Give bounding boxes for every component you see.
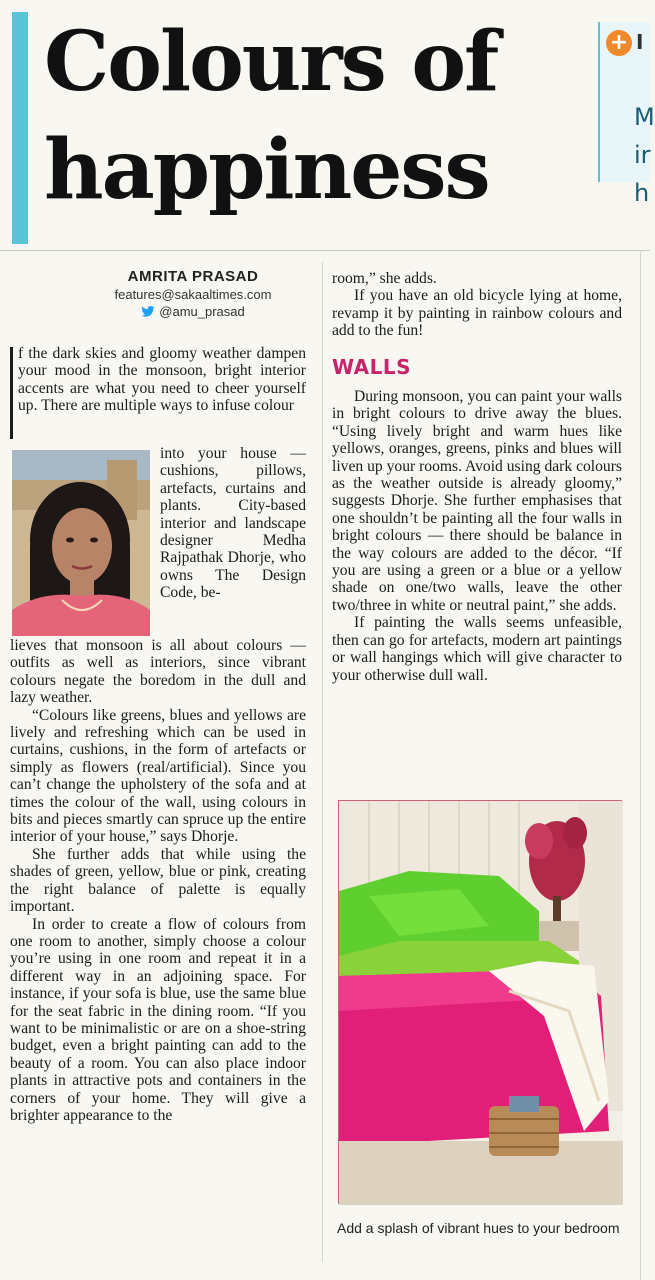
plus-icon: + (606, 30, 632, 56)
sidebar-teaser-box (598, 22, 655, 207)
portrait-image (12, 450, 150, 636)
body-paragraph: “Colours like greens, blues and yellows are lively and refreshing which can be used in curtains, cushions, in the form of artefacts or simply as flowers (real/artificial). Since you can’t change the upholstery of the sofa and at times the colour of the wall, using colours in bits and pieces smartly can spruce up the entire interior of your house,” says Dhorje. (10, 706, 306, 846)
headline-accent-bar (12, 12, 28, 244)
teaser-line: h (634, 179, 650, 207)
headline-line-2: happiness (44, 122, 489, 218)
column-divider (322, 262, 323, 1262)
author-portrait (12, 450, 150, 636)
photo-caption: Add a splash of vibrant hues to your bedroom (337, 1220, 620, 1236)
body-paragraph: She further adds that while using the shades of green, yellow, blue or pink, creating the right balance of palette is equally important. (10, 845, 306, 916)
twitter-handle: @amu_prasad (159, 304, 245, 319)
teaser-line: M (634, 103, 655, 131)
article-column-2-top (332, 270, 622, 340)
article-column-1 (10, 637, 306, 1124)
body-paragraph: lieves that monsoon is all about colours — outfits as well as interiors, since vibrant colours negate the boredom in the dull and lazy weather. (10, 637, 306, 707)
headline-line-1: Colours of (44, 14, 498, 110)
author-email[interactable]: features@sakaaltimes.com (114, 287, 272, 302)
article-intro (10, 345, 306, 415)
sidebar-teaser-text (634, 98, 655, 212)
article-column-2 (332, 388, 622, 684)
bedroom-image (339, 801, 623, 1205)
body-paragraph: If painting the walls seems unfeasible, then can go for artefacts, modern art paintings or wall hangings which will give character to your otherwise dull wall. (332, 614, 622, 684)
horizontal-divider (0, 250, 650, 251)
teaser-line: ir (634, 141, 651, 169)
section-heading-walls: WALLS (332, 355, 412, 379)
wrap-paragraph: into your house — cushions, pillows, artefacts, curtains and plants. City-based interior and landscape designer Medha Rajpathak Dhorje, who owns The Design Code, be- (160, 445, 306, 602)
article-wrap-text (160, 445, 306, 602)
body-paragraph: If you have an old bicycle lying at home, revamp it by painting in rainbow colours and add to the fun! (332, 287, 622, 340)
headline (44, 8, 599, 224)
intro-paragraph: f the dark skies and gloomy weather dampen your mood in the monsoon, bright interior accents are what you need to cheer yourself up. There are multiple ways to infuse colour (18, 345, 306, 415)
body-paragraph: room,” she adds. (332, 270, 437, 287)
bedroom-photo (338, 800, 622, 1204)
byline (68, 268, 318, 322)
twitter-bird-icon (141, 306, 155, 317)
sidebar-cut-heading: I (636, 30, 644, 54)
author-twitter[interactable] (141, 304, 244, 319)
body-paragraph: During monsoon, you can paint your walls in bright colours to drive away the blues. “Using lively bright and warm hues like yellows, oranges, greens, pinks and blues will liven up your rooms. Avoid using dark colours as the weather outside is already gloomy,” suggests Dhorje. She further emphasises that one shouldn’t be painting all the four walls in bright colours — there should be balance in the way colours are added to the décor. “If you are using a green or a blue or a yellow shade on one/two walls, leave the other two/three in white or neutral paint,” she adds. (332, 388, 622, 614)
column-divider (640, 250, 641, 1280)
body-paragraph: In order to create a flow of colours from one room to another, simply choose a colour you’re using in one room and repeat it in a different way in an adjoining space. For instance, if your sofa is blue, use the same blue for the seat fabric in the dining room. “If you want to be minimalistic or are on a shoe-string budget, even a bright painting can add to the beauty of a room. You can also place indoor plants in attractive pots and containers in the corners of your home. They will give a brighter appearance to the (10, 915, 306, 1124)
author-name: AMRITA PRASAD (127, 268, 259, 285)
